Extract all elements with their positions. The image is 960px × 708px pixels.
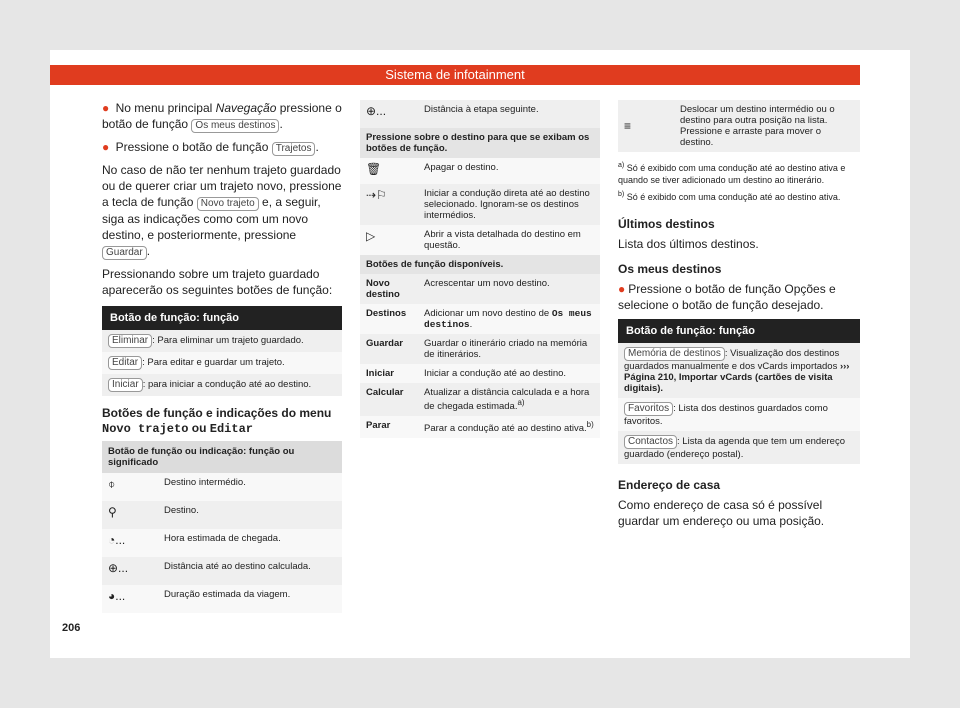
table-row [102, 352, 342, 374]
bullet-paragraph: ● Pressione o botão de função Trajetos . [102, 140, 319, 154]
text: Adicionar um novo destino de [424, 308, 550, 319]
table-row [618, 398, 860, 431]
text: e, a seguir, siga as indicações como com um novo destino, e posteriormente, pressione [102, 195, 321, 242]
table-subheader: Pressione sobre o destino para que se exibam os botões de função. [360, 128, 600, 158]
bullet-icon: ● [618, 282, 626, 296]
cell-text: : Visualização dos destinos guardados manualmente e dos vCards importados [624, 348, 840, 372]
cell-text: Deslocar um destino intermédio ou o destino para outra posição na lista. Pressione e arraste para mover o destino. [674, 100, 860, 152]
mono-text: Editar [209, 422, 253, 436]
row-label: Destinos [360, 304, 418, 334]
row-label: Calcular [360, 383, 418, 416]
duration-icon: ◕... [102, 585, 158, 613]
table-header: Botão de função: função [618, 319, 860, 343]
footnote [618, 189, 860, 203]
table-row [102, 374, 342, 396]
key-os-meus-destinos: Os meus destinos [191, 119, 279, 133]
row-label: Guardar [360, 334, 418, 364]
cell-text: : para iniciar a condução até ao destino. [142, 379, 312, 390]
section-title: Endereço de casa [618, 478, 721, 492]
clock-icon: ◔... [102, 529, 158, 557]
table-header: Botão de função ou indicação: função ou significado [102, 441, 342, 473]
page-header: Sistema de infotainment [50, 65, 860, 85]
page-number: 206 [62, 622, 81, 634]
cell-text: Apagar o destino. [418, 158, 600, 184]
play-icon: ▷ [360, 225, 418, 255]
cell-text: Distância à etapa seguinte. [418, 100, 600, 128]
footnote [618, 160, 860, 186]
cell-text: Adicionar um novo destino de Os meus destinos. [418, 304, 600, 334]
table-header: Botão de função: função [102, 306, 342, 330]
distance-icon: ⊕... [360, 100, 418, 128]
section-title [102, 406, 342, 437]
key-eliminar: Eliminar [108, 334, 152, 348]
distance-icon: ⊕... [102, 557, 158, 585]
cell-text: Guardar o itinerário criado na memória de itinerários. [418, 334, 600, 364]
bullet-paragraph: ● No menu principal Navegação pressione o botão de função Os meus destinos . [102, 101, 342, 131]
cell-text: Acrescentar um novo destino. [418, 274, 600, 304]
paragraph: Como endereço de casa só é possível guardar um endereço ou uma posição. [618, 498, 825, 528]
drag-handle-icon: ≡ [618, 100, 674, 152]
row-label: Parar [360, 416, 418, 438]
cell-text: Iniciar a condução direta até ao destino selecionado. Ignoram-se os destinos intermédios. [418, 184, 600, 225]
key-novo-trajeto: Novo trajeto [197, 197, 259, 211]
menu-name: Navegação [215, 101, 277, 115]
footnote-mark: b) [586, 420, 594, 430]
section-title: Os meus destinos [618, 262, 722, 276]
function-table [102, 306, 342, 396]
text: Pressione o botão de função Opções e selecione o botão de função desejado. [618, 282, 836, 312]
paragraph: Pressionando sobre um trajeto guardado aparecerão os seguintes botões de função: [102, 267, 333, 297]
cell-text: Duração estimada da viagem. [158, 585, 342, 613]
cell-text [418, 416, 600, 438]
key-memoria-de-destinos: Memória de destinos [624, 347, 725, 361]
direct-route-icon: ⇢⚐ [360, 184, 418, 225]
intermediate-destination-icon: ⌽ [102, 473, 158, 501]
text: ou [191, 421, 207, 435]
cell-text [418, 383, 600, 416]
key-contactos: Contactos [624, 435, 677, 449]
paragraph: No caso de não ter nenhum trajeto guardado ou de querer criar um trajeto novo, pressione a tecla de função Novo trajeto e, a seguir, siga as indicações como com um novo destino, e posteriormente, pressione Guardar . [102, 163, 342, 258]
text: pressione o botão de função [102, 101, 342, 131]
row-label: Iniciar [360, 364, 418, 383]
table-row [618, 431, 860, 464]
trash-icon: 🗑 [360, 158, 418, 184]
mono-text: Novo trajeto [102, 422, 189, 436]
mono-text: Os meus destinos [424, 308, 592, 330]
cell-text: Iniciar a condução até ao destino. [418, 364, 600, 383]
move-table [618, 100, 860, 152]
bullet-paragraph [618, 281, 860, 313]
cross-reference: ››› Página 210, Importar vCards (cartões de visita digitais). [624, 361, 850, 394]
key-trajetos: Trajetos [272, 142, 316, 156]
destination-table [360, 100, 600, 438]
destination-icon: ⚲ [102, 501, 158, 529]
table-subheader: Botões de função disponíveis. [360, 255, 600, 274]
section-title: Últimos destinos [618, 217, 715, 231]
key-editar: Editar [108, 356, 142, 370]
table-row [102, 330, 342, 352]
indicator-table [102, 441, 342, 613]
text: Pressione o botão de função [115, 140, 269, 154]
text: Botões de função e indicações do menu [102, 406, 332, 420]
text: Parar a condução até ao destino ativa. [424, 423, 587, 435]
text: Só é exibido com uma condução até ao destino ativa. [626, 192, 841, 202]
key-guardar: Guardar [102, 246, 147, 260]
table-row [618, 343, 860, 398]
column-middle [360, 100, 600, 438]
key-iniciar: Iniciar [108, 378, 143, 392]
cell-text: : Lista dos destinos guardados como favoritos. [624, 403, 828, 427]
cell-text: : Lista da agenda que tem um endereço guardado (endereço postal). [624, 436, 845, 460]
text: Atualizar a distância calculada e a hora de chegada estimada. [424, 387, 590, 413]
bullet-icon: ● [102, 101, 110, 115]
paragraph: Lista dos últimos destinos. [618, 237, 759, 251]
cell-text: Abrir a vista detalhada do destino em questão. [418, 225, 600, 255]
text: No menu principal [115, 101, 213, 115]
text: No caso de não ter nenhum trajeto guardado ou de querer criar um trajeto novo, pressione a tecla de função [102, 163, 342, 209]
cell-text: : Para eliminar um trajeto guardado. [152, 335, 304, 346]
footnote-mark: b) [618, 191, 625, 198]
footnote-mark: a) [618, 162, 625, 169]
column-right [618, 100, 860, 535]
cell-text: Destino. [158, 501, 342, 529]
cell-text: Hora estimada de chegada. [158, 529, 342, 557]
cell-text: Destino intermédio. [158, 473, 342, 501]
function-table [618, 319, 860, 464]
column-left [102, 100, 342, 613]
key-favoritos: Favoritos [624, 402, 673, 416]
bullet-icon: ● [102, 140, 110, 154]
row-label: Novo destino [360, 274, 418, 304]
cell-text: Distância até ao destino calculada. [158, 557, 342, 585]
text: Só é exibido com uma condução até ao destino ativa e quando se tiver adicionado um destino ao itinerário. [618, 163, 846, 185]
cell-text: : Para editar e guardar um trajeto. [142, 357, 285, 368]
footnote-mark: a) [517, 398, 525, 407]
